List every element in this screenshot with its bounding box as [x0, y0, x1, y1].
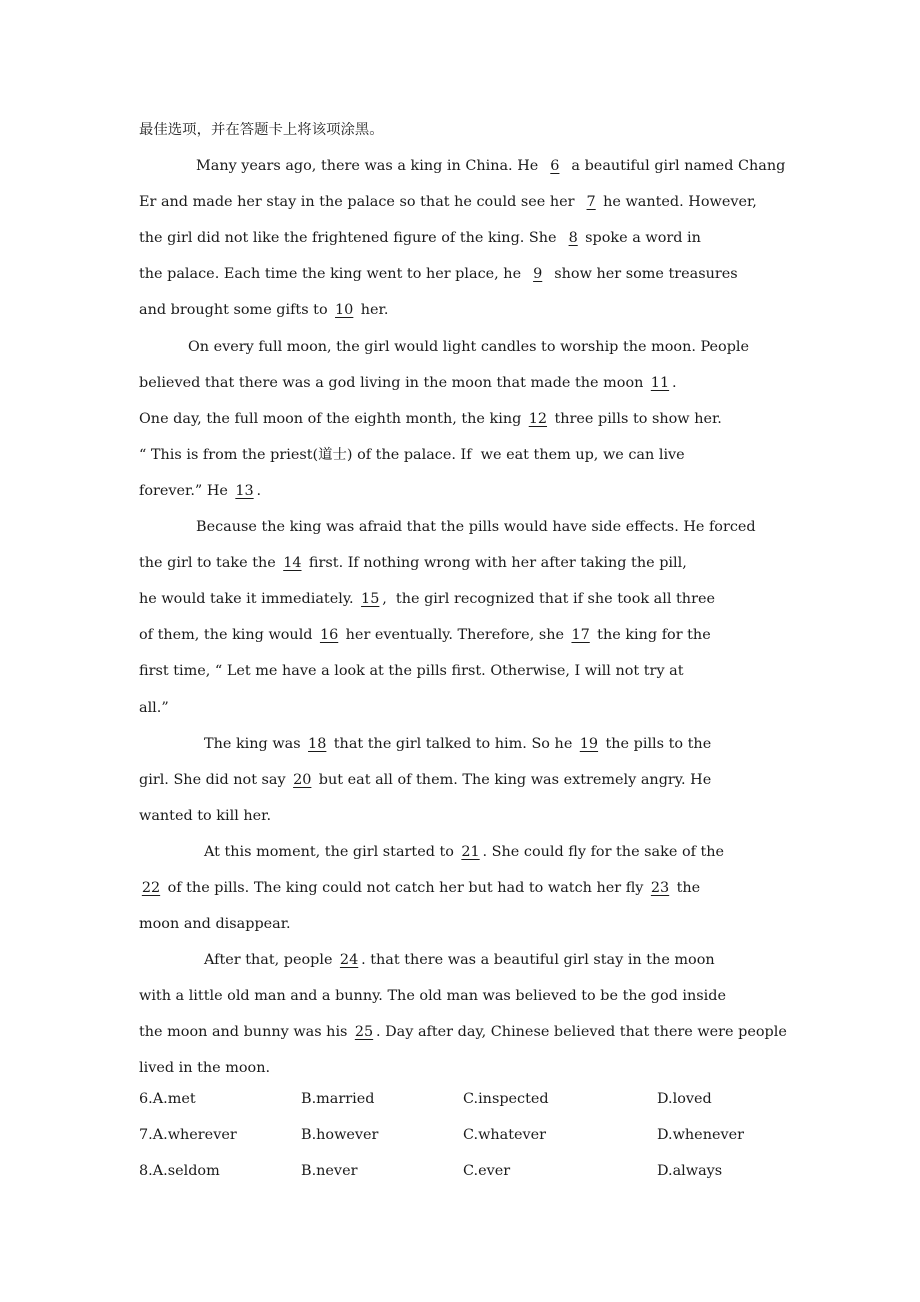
answer-blank: 20: [293, 771, 312, 788]
passage-line: [139, 653, 805, 689]
passage-line: [139, 473, 805, 509]
passage-text: , the girl recognized that if she took all three: [382, 591, 715, 608]
passage-text: but eat all of them. The king was extremely angry. He: [314, 771, 712, 788]
passage-text: and brought some gifts to: [139, 302, 333, 319]
passage-text: the moon and bunny was his: [139, 1024, 352, 1041]
passage-line: [139, 870, 805, 906]
option-row-6: [139, 1081, 805, 1117]
passage-text: . She could fly for the sake of the: [482, 843, 725, 860]
answer-blank: 22: [141, 879, 161, 896]
passage-text: wanted to kill her.: [139, 807, 272, 824]
answer-blank: 13: [235, 482, 254, 499]
passage-text: .: [671, 374, 677, 391]
options-list: [139, 1081, 805, 1189]
passage-line: [139, 1014, 805, 1050]
passage-line: [139, 906, 805, 942]
passage-text: three pills to show her.: [549, 410, 722, 427]
answer-blank: 9: [533, 266, 543, 283]
passage-line: [139, 256, 805, 292]
passage-line: [139, 365, 805, 401]
passage-text: the palace. Each time the king went to her place, he: [139, 266, 526, 283]
passage-line: [139, 942, 805, 978]
passage-text: first. If nothing wrong with her after taking the pill,: [304, 555, 687, 572]
option-c: C.whatever: [463, 1127, 547, 1143]
passage-line: [139, 292, 805, 328]
passage-text: spoke a word in: [585, 230, 701, 247]
passage-text: her.: [356, 302, 389, 319]
answer-blank: 17: [571, 627, 590, 644]
passage-line: [139, 220, 805, 256]
passage-line: [139, 726, 805, 762]
option-c: C.inspected: [463, 1091, 549, 1107]
passage-line: [139, 401, 805, 437]
passage-text: After that, people: [204, 952, 338, 969]
passage-text: first time, “ Let me have a look at the pills first. Otherwise, I will not try at: [139, 663, 684, 680]
answer-blank: 6: [550, 158, 560, 175]
option-row-7: [139, 1117, 805, 1153]
answer-blank: 18: [308, 735, 327, 752]
passage-line: [139, 978, 805, 1014]
passage-line: [139, 148, 805, 184]
answer-blank: 11: [650, 374, 670, 391]
option-d: D.whenever: [657, 1127, 745, 1143]
passage-line: [139, 329, 805, 365]
passage-line: [139, 509, 805, 545]
passage-text: the king for the: [592, 627, 711, 644]
passage-line: [139, 762, 805, 798]
passage-text: “ This is from the priest(道士) of the palace. If we eat them up, we can live: [139, 446, 685, 463]
passage-text: The king was: [204, 735, 306, 752]
passage: [139, 112, 805, 1087]
passage-text: of the pills. The king could not catch her but had to watch her fly: [163, 879, 649, 896]
answer-blank: 14: [283, 555, 302, 572]
header-line: 最佳选项，并在答题卡上将该项涂黑。: [139, 122, 384, 138]
option-c: C.ever: [463, 1163, 511, 1179]
passage-text: . that there was a beautiful girl stay in the moon: [361, 952, 715, 969]
passage-text: show her some treasures: [549, 266, 738, 283]
passage-text: her eventually. Therefore, she: [341, 627, 569, 644]
passage-text: the: [672, 879, 701, 896]
option-b: B.never: [301, 1163, 358, 1179]
option-b: B.however: [301, 1127, 379, 1143]
passage-text: of them, the king would: [139, 627, 318, 644]
passage-line: [139, 581, 805, 617]
passage-line: [139, 545, 805, 581]
passage-text: One day, the full moon of the eighth month, the king: [139, 410, 526, 427]
passage-text: a beautiful girl named Chang: [566, 158, 786, 175]
answer-blank: 10: [335, 302, 354, 319]
passage-text: On every full moon, the girl would light candles to worship the moon. People: [188, 338, 750, 355]
option-a: 6.A.met: [139, 1091, 196, 1107]
option-b: B.married: [301, 1091, 375, 1107]
passage-text: that the girl talked to him. So he: [329, 735, 577, 752]
passage-text: he wanted. However,: [603, 194, 757, 211]
option-a: 7.A.wherever: [139, 1127, 237, 1143]
passage-text: girl. She did not say: [139, 771, 291, 788]
passage-text: . Day after day, Chinese believed that there were people: [376, 1024, 787, 1041]
option-a: 8.A.seldom: [139, 1163, 220, 1179]
passage-line: [139, 617, 805, 653]
passage-text: believed that there was a god living in the moon that made the moon: [139, 374, 648, 391]
answer-blank: 24: [339, 952, 359, 969]
answer-blank: 7: [586, 194, 596, 211]
passage-line: [139, 184, 805, 220]
passage-line: [139, 834, 805, 870]
passage-line: [139, 690, 805, 726]
answer-blank: 21: [461, 843, 480, 860]
passage-body: [139, 148, 805, 1086]
answer-blank: 23: [650, 879, 670, 896]
passage-text: lived in the moon.: [139, 1060, 271, 1077]
passage-line: [139, 437, 805, 473]
answer-blank: 16: [319, 627, 339, 644]
passage-text: Er and made her stay in the palace so that he could see her: [139, 194, 580, 211]
passage-text: At this moment, the girl started to: [204, 843, 459, 860]
answer-blank: 15: [361, 591, 380, 608]
option-d: D.loved: [657, 1091, 712, 1107]
passage-text: the girl to take the: [139, 555, 281, 572]
passage-text: all.”: [139, 699, 169, 716]
answer-blank: 19: [579, 735, 599, 752]
passage-line: [139, 798, 805, 834]
passage-text: moon and disappear.: [139, 916, 291, 933]
option-row-8: [139, 1153, 805, 1189]
passage-text: with a little old man and a bunny. The old man was believed to be the god inside: [139, 988, 726, 1005]
passage-text: Because the king was afraid that the pills would have side effects. He forced: [196, 519, 756, 536]
option-d: D.always: [657, 1163, 723, 1179]
answer-blank: 12: [528, 410, 548, 427]
answer-blank: 8: [568, 230, 578, 247]
passage-text: the pills to the: [600, 735, 712, 752]
passage-text: the girl did not like the frightened figure of the king. She: [139, 230, 562, 247]
passage-text: .: [256, 482, 262, 499]
passage-text: Many years ago, there was a king in China. He: [196, 158, 543, 175]
answer-blank: 25: [354, 1024, 374, 1041]
passage-text: forever.” He: [139, 482, 233, 499]
passage-text: he would take it immediately.: [139, 591, 359, 608]
